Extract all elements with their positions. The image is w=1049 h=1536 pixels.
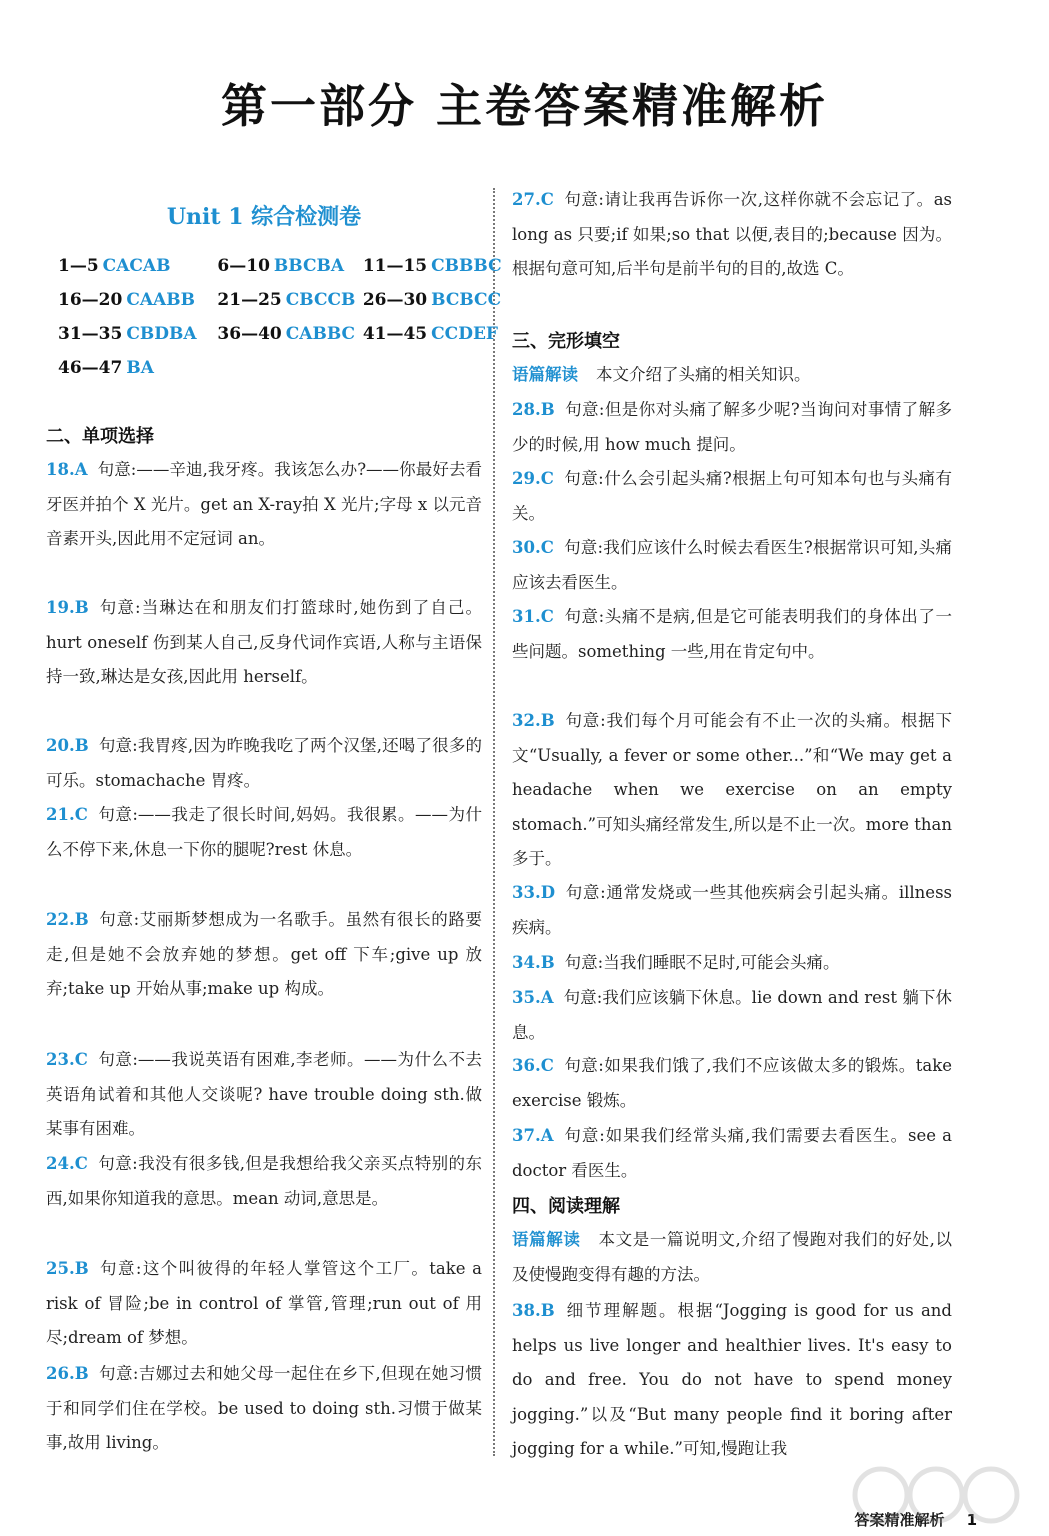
answer-explanation — [512, 981, 952, 1050]
explanation-text: 句意:我们应该躺下休息。lie down and rest 躺下休息。 — [512, 988, 952, 1042]
answer-explanation — [512, 393, 952, 462]
answer-explanation — [46, 1357, 482, 1461]
answer-group — [58, 256, 208, 276]
answer-letters: CACAB — [102, 256, 171, 276]
answer-explanation — [46, 903, 482, 1007]
section-heading-reading: 四、阅读理解 — [512, 1196, 620, 1217]
reading-label: 语篇解读 — [512, 365, 578, 384]
answer-row — [58, 290, 502, 324]
answer-group — [363, 324, 498, 344]
answer-group — [217, 256, 353, 276]
answer-letters: CBDBA — [126, 324, 197, 344]
explanation-text: 句意:我胃疼,因为昨晚我吃了两个汉堡,还喝了很多的可乐。stomachache 胃疼。 — [46, 736, 482, 790]
answer-group — [217, 324, 356, 344]
question-number: 36.C — [512, 1056, 554, 1075]
question-number: 28.B — [512, 400, 555, 419]
footer-label: 答案精准解析 — [854, 1511, 945, 1529]
column-divider — [493, 188, 495, 1456]
answer-row — [58, 256, 502, 290]
answer-explanation — [512, 531, 952, 600]
section-heading-cloze: 三、完形填空 — [512, 331, 620, 352]
passage-summary-text: 本文介绍了头痛的相关知识。 — [596, 365, 811, 384]
question-number: 22.B — [46, 910, 89, 929]
question-number: 23.C — [46, 1050, 88, 1069]
answer-group — [58, 358, 154, 378]
explanation-text: 句意:请让我再告诉你一次,这样你就不会忘记了。as long as 只要;if 如果;so that 以便,表目的;because 因为。根据句意可知,后半句是前半句的目的,故选 C。 — [512, 190, 952, 278]
question-number: 25.B — [46, 1259, 89, 1278]
watermark-logo — [841, 1460, 1041, 1530]
answer-range: 36—40 — [217, 324, 282, 344]
answer-explanation — [512, 183, 952, 287]
explanation-text: 句意:头痛不是病,但是它可能表明我们的身体出了一些问题。something 一些,用在肯定句中。 — [512, 607, 952, 661]
answer-explanation — [512, 704, 952, 877]
explanation-text: 句意:如果我们饿了,我们不应该做太多的锻炼。take exercise 锻炼。 — [512, 1056, 952, 1110]
answer-group — [363, 256, 502, 276]
answer-letters: BCBCC — [431, 290, 502, 310]
answer-group — [58, 324, 208, 344]
answer-row — [58, 324, 498, 358]
page-number: 1 — [966, 1511, 977, 1529]
answer-letters: BA — [126, 358, 154, 378]
answer-range: 31—35 — [58, 324, 123, 344]
answer-explanation — [512, 1119, 952, 1188]
answer-explanation — [46, 453, 482, 557]
question-number: 30.C — [512, 538, 554, 557]
explanation-text: 句意:吉娜过去和她父母一起住在乡下,但现在她习惯于和同学们住在学校。be used to doing sth.习惯于做某事,故用 living。 — [46, 1364, 482, 1452]
answer-explanation — [46, 1043, 482, 1147]
answer-explanation — [46, 1147, 482, 1216]
section-heading-single-choice: 二、单项选择 — [46, 426, 154, 447]
question-number: 38.B — [512, 1301, 555, 1320]
answer-explanation — [512, 1049, 952, 1118]
answer-group — [217, 290, 356, 310]
question-number: 34.B — [512, 953, 555, 972]
answer-range: 26—30 — [362, 290, 428, 310]
answer-explanation — [512, 946, 952, 981]
question-number: 33.D — [512, 883, 556, 902]
question-number: 37.A — [512, 1126, 554, 1145]
unit-title: Unit 1 综合检测卷 — [166, 204, 362, 230]
explanation-text: 句意:——我走了很长时间,妈妈。我很累。——为什么不停下来,休息一下你的腿呢?rest 休息。 — [46, 805, 482, 859]
answer-key — [58, 256, 502, 392]
answer-explanation — [46, 1252, 482, 1356]
explanation-text: 句意:通常发烧或一些其他疾病会引起头痛。illness 疾病。 — [512, 883, 952, 937]
answer-letters: CCDEF — [431, 324, 498, 344]
answer-range: 6—10 — [217, 256, 270, 276]
answer-explanation — [512, 876, 952, 945]
question-number: 18.A — [46, 460, 88, 479]
reading-label: 语篇解读 — [512, 1230, 581, 1249]
explanation-text: 句意:——辛迪,我牙疼。我该怎么办?——你最好去看牙医并拍个 X 光片。get an X-ray拍 X 光片;字母 x 以元音音素开头,因此用不定冠词 an。 — [46, 460, 482, 548]
answer-letters: CABBC — [285, 324, 356, 344]
answer-letters: CBBBC — [431, 256, 502, 276]
answer-range: 1—5 — [58, 256, 99, 276]
answer-range: 16—20 — [58, 290, 123, 310]
question-number: 20.B — [46, 736, 89, 755]
answer-explanation — [46, 591, 482, 695]
answer-explanation — [46, 729, 482, 798]
answer-explanation — [512, 600, 952, 669]
answer-range: 41—45 — [362, 324, 428, 344]
question-number: 32.B — [512, 711, 555, 730]
answer-range: 11—15 — [362, 256, 428, 276]
explanation-text: 句意:但是你对头痛了解多少呢?当询问对事情了解多少的时候,用 how much 提问。 — [512, 400, 952, 454]
answer-row — [58, 358, 482, 392]
question-number: 31.C — [512, 607, 554, 626]
explanation-text: 句意:艾丽斯梦想成为一名歌手。虽然有很长的路要走,但是她不会放弃她的梦想。get off 下车;give up 放弃;take up 开始从事;make up 构成。 — [46, 910, 482, 998]
answer-explanation — [46, 798, 482, 867]
answer-letters: CBCCB — [285, 290, 356, 310]
answer-range: 46—47 — [58, 358, 123, 378]
passage-summary — [512, 358, 952, 393]
question-number: 21.C — [46, 805, 88, 824]
question-number: 35.A — [512, 988, 554, 1007]
page-title: 第一部分 主卷答案精准解析 — [220, 79, 828, 133]
answer-group — [363, 290, 501, 310]
explanation-text: 句意:我们应该什么时候去看医生?根据常识可知,头痛应该去看医生。 — [512, 538, 952, 592]
explanation-text: 句意:如果我们经常头痛,我们需要去看医生。see a doctor 看医生。 — [512, 1126, 952, 1180]
explanation-text: 细节理解题。根据“Jogging is good for us and helps us live longer and healthier lives. It's easy to do and free. You do not have to spend money jogging.”以及“But many people find it boring after jogging for a while.”可知,慢跑让我 — [512, 1301, 952, 1458]
passage-summary — [512, 1223, 952, 1292]
explanation-text: 句意:我没有很多钱,但是我想给我父亲买点特别的东西,如果你知道我的意思。mean 动词,意思是。 — [46, 1154, 482, 1208]
explanation-text: 句意:当我们睡眠不足时,可能会头痛。 — [564, 953, 840, 972]
explanation-text: 句意:这个叫彼得的年轻人掌管这个工厂。take a risk of 冒险;be in control of 掌管,管理;run out of 用尽;dream of 梦想。 — [46, 1259, 482, 1347]
question-number: 27.C — [512, 190, 554, 209]
explanation-text: 句意:我们每个月可能会有不止一次的头痛。根据下文“Usually, a fever or some other...”和“We may get a headache when we exercise on an empty stomach.”可知头痛经常发生,所以是不止一次。more than 多于。 — [512, 711, 952, 868]
explanation-text: 句意:什么会引起头痛?根据上句可知本句也与头痛有关。 — [512, 469, 952, 523]
explanation-text: 句意:当琳达在和朋友们打篮球时,她伤到了自己。hurt oneself 伤到某人自己,反身代词作宾语,人称与主语保持一致,琳达是女孩,因此用 herself。 — [46, 598, 482, 686]
explanation-text: 句意:——我说英语有困难,李老师。——为什么不去英语角试着和其他人交谈呢? have trouble doing sth.做某事有困难。 — [46, 1050, 482, 1138]
question-number: 19.B — [46, 598, 89, 617]
answer-group — [58, 290, 208, 310]
answer-explanation — [512, 1294, 952, 1467]
passage-summary-text: 本文是一篇说明文,介绍了慢跑对我们的好处,以及使慢跑变得有趣的方法。 — [512, 1230, 952, 1284]
question-number: 29.C — [512, 469, 554, 488]
answer-explanation — [512, 462, 952, 531]
question-number: 24.C — [46, 1154, 88, 1173]
answer-range: 21—25 — [217, 290, 282, 310]
question-number: 26.B — [46, 1364, 89, 1383]
answer-letters: CAABB — [126, 290, 195, 310]
answer-letters: BBCBA — [273, 256, 345, 276]
